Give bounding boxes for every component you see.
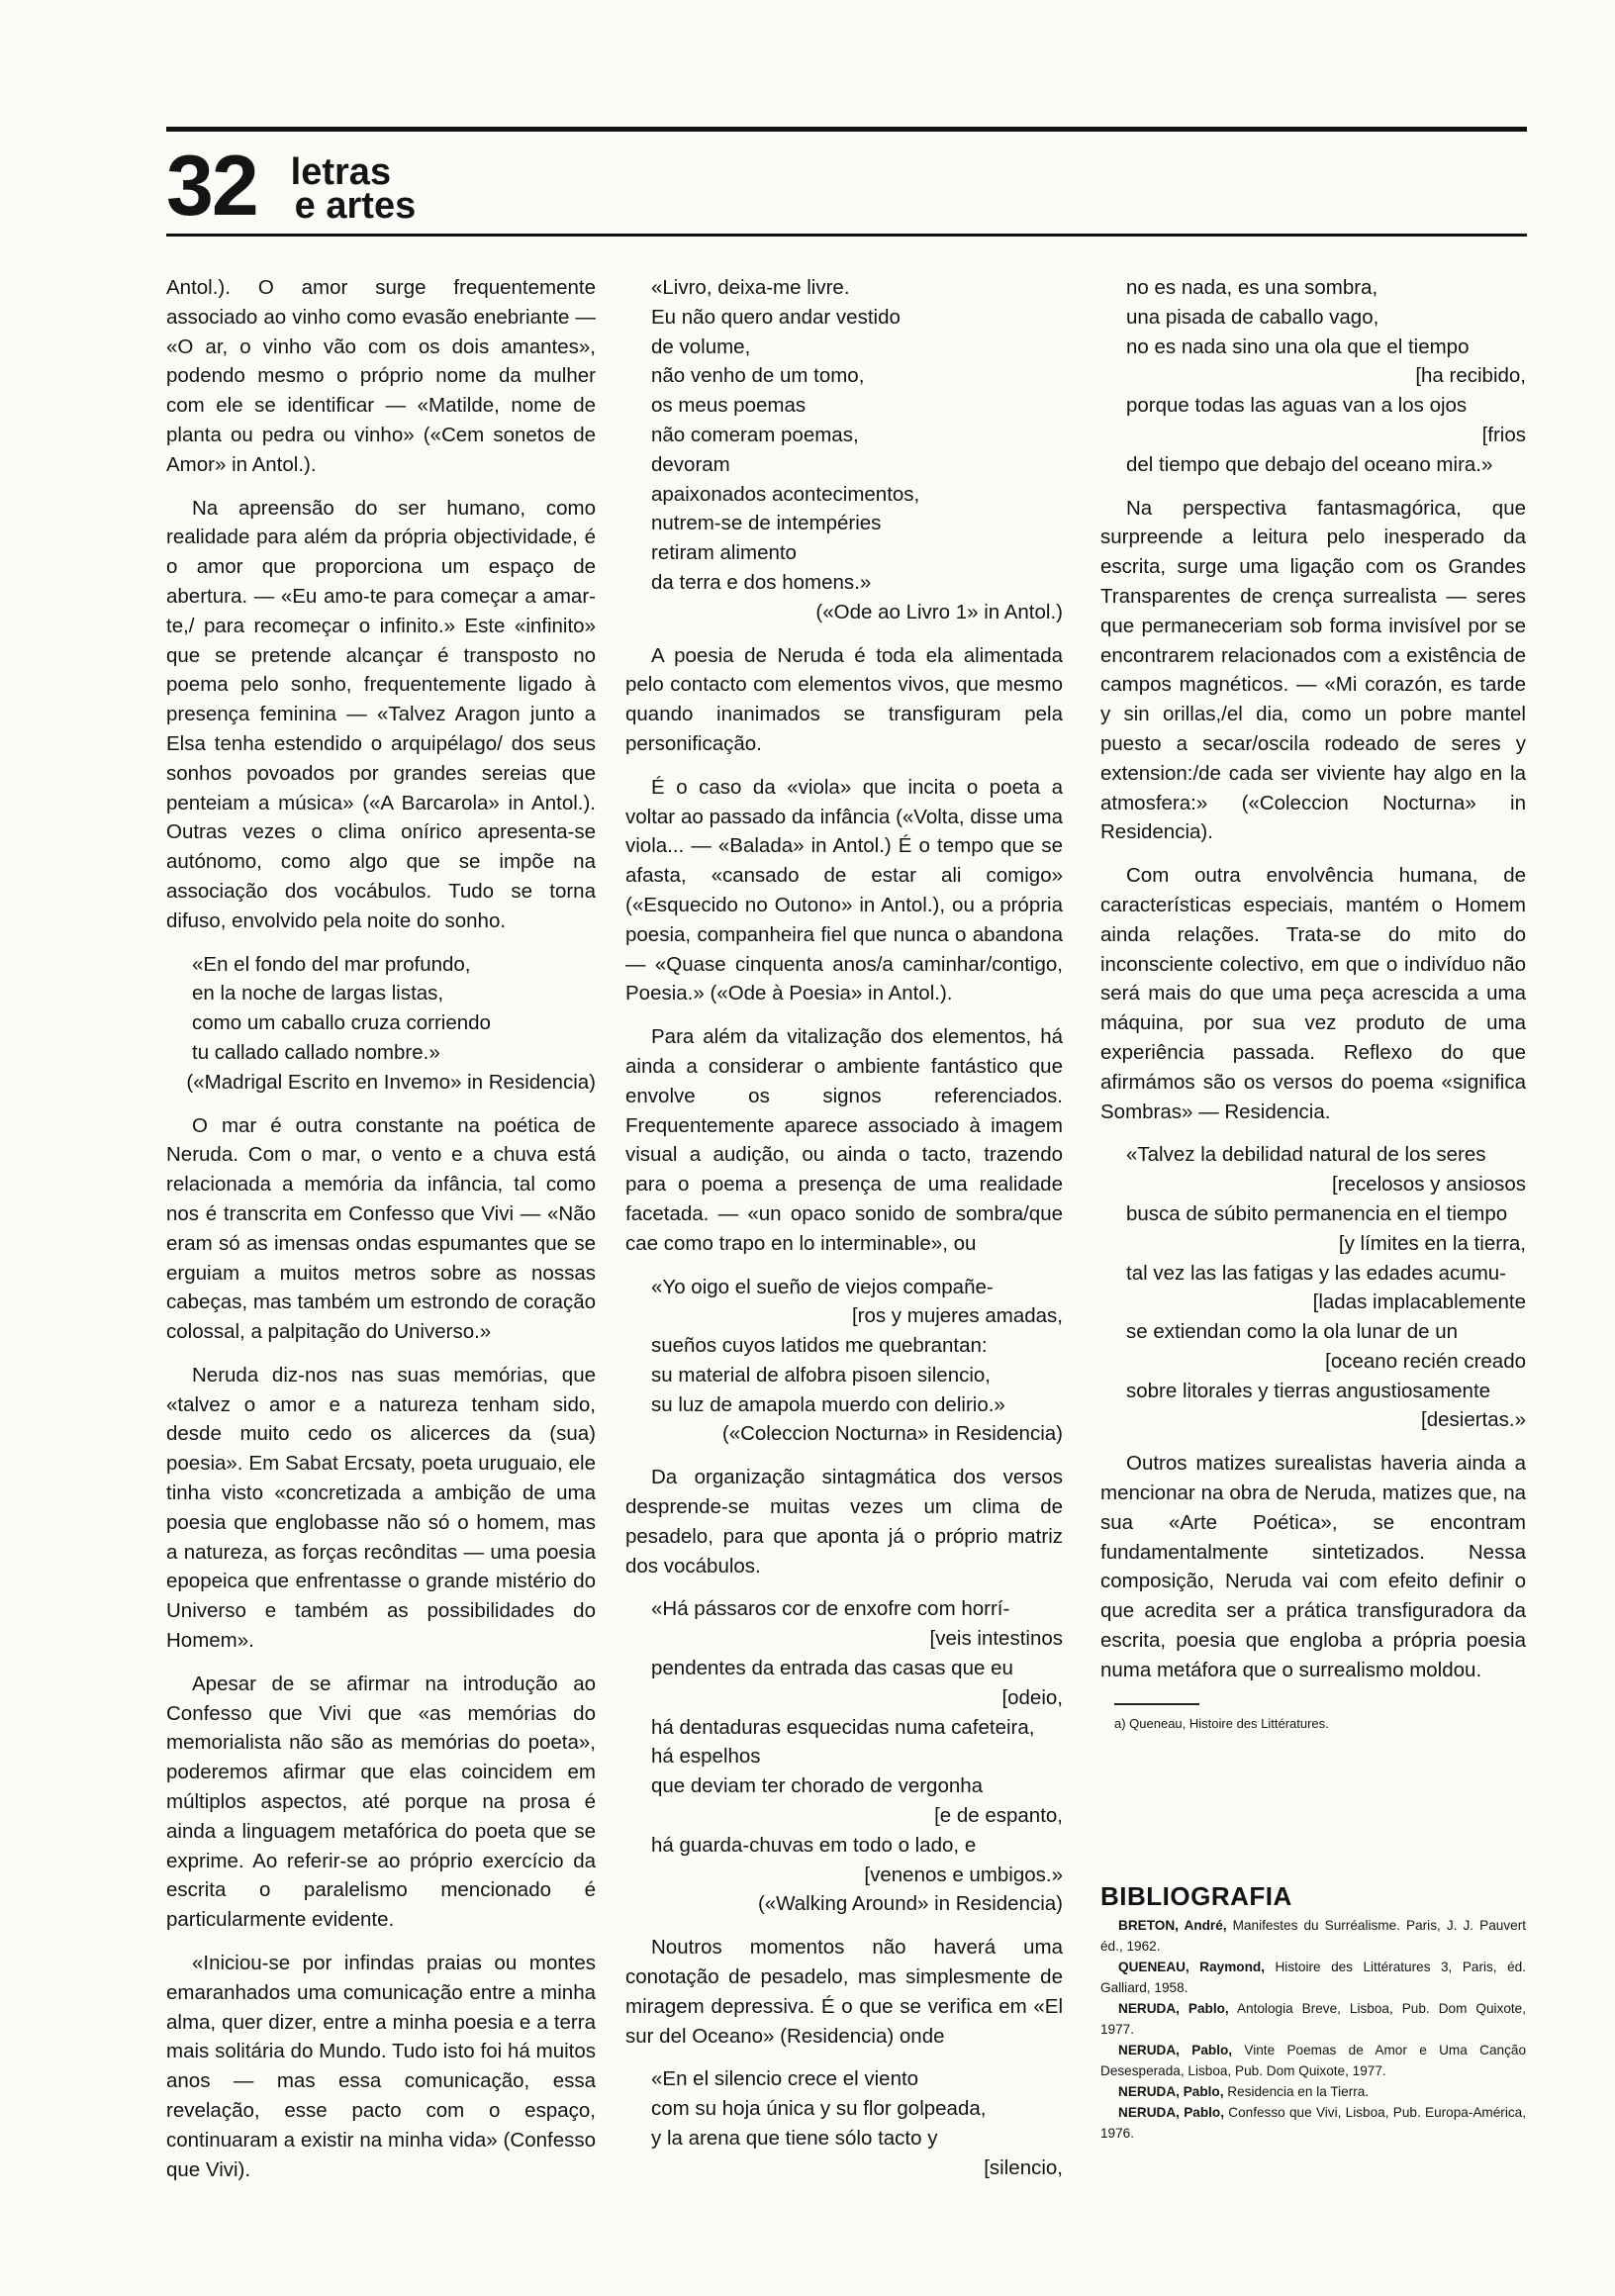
poem-line: [ha recibido, <box>1415 364 1526 388</box>
poem-line: porque todas las aguas van a los ojos <box>1126 394 1468 418</box>
bibliography-text: Antologia Breve, Lisboa, Pub. Dom Quixote, 1977. <box>1100 2000 1527 2037</box>
poem-line: en la noche de largas listas, <box>192 982 444 1005</box>
poem-line: [recelosos y ansiosos <box>1332 1173 1526 1196</box>
poem-line: [e de espanto, <box>934 1804 1063 1828</box>
poem-quote <box>1100 273 1526 480</box>
poem-line: una pisada de caballo vago, <box>1126 305 1379 329</box>
poem-line: «En el fondo del mar profundo, <box>192 952 471 976</box>
poem-reference: («Ode ao Livro 1» in Antol.) <box>815 600 1063 623</box>
poem-line: nutrem-se de intempéries <box>651 512 882 535</box>
paragraph: «Iniciou-se por infindas praias ou montes emaranhados uma comunicação entre a minha alma, quer dizer, entre a minha poesia e a terra mais solitária do Mundo. Tudo isto foi há muitos anos — mas essa comunicação, essa revelação, esse pacto com o espaço, continuaram a existir na minha vida» (Confesso que Vivi). <box>166 1952 596 2181</box>
bibliography-author: QUENEAU, Raymond, <box>1118 1959 1265 1974</box>
bibliography-title: BIBLIOGRAFIA <box>1100 1880 1292 1911</box>
paragraph: O mar é outra constante na poética de Neruda. Com o mar, o vento e a chuva está relacionada a memória da infância, tal como nos é transcrita em Confesso que Vivi — «Não eram só as imensas ondas espumantes que se erguiam a muitos metros sobre as nossas cabeças, mas também um estrondo de coração colossal, a palpitação do Universo.» <box>166 1113 596 1344</box>
bibliography-author: NERUDA, Pablo, <box>1118 2000 1229 2016</box>
poem-line: [frios <box>1481 423 1526 446</box>
poem-line: no es nada, es una sombra, <box>1126 276 1378 299</box>
bibliography-author: NERUDA, Pablo, <box>1118 2104 1224 2120</box>
paragraph: Noutros momentos não haverá uma conotação de pesadelo, mas simplesmente de miragem depressiva. É o que se verifica em «El sur del Oceano» (Residencia) onde <box>625 1936 1063 2048</box>
poem-quote <box>1100 1140 1526 1435</box>
paragraph: É o caso da «viola» que incita o poeta a voltar ao passado da infância («Volta, disse uma viola... — «Balada» in Antol.) É o tempo que se afasta, «cansado de estar ali comigo» («Esquecido no Outono» in Antol.), ou a própria poesia, companheira fiel que nunca o abandona — «Quase cinquenta anos/a caminhar/contigo, Poesia.» («Ode à Poesia» in Antol.). <box>625 775 1063 1005</box>
poem-line: «Há pássaros cor de enxofre com horrí- <box>651 1597 1010 1621</box>
bibliography <box>1100 1881 1526 2144</box>
poem-quote <box>625 1594 1063 1919</box>
paragraph: Outros matizes surealistas haveria ainda a mencionar na obra de Neruda, matizes que, na sua «Arte Poética», se encontram fundamentalmente sintetizados. Nessa composição, Neruda vai com efeito definir o que acredita ser a prática transfiguradora da escrita, poesia que engloba a própria poesia numa metáfora que o surrealismo moldou. <box>1100 1452 1526 1681</box>
poem-quote <box>625 273 1063 627</box>
poem-line: se extiendan como la ola lunar de un <box>1126 1320 1459 1344</box>
poem-line: há espelhos <box>651 1745 761 1769</box>
bibliography-entry <box>1100 1998 1526 2040</box>
poem-reference: («Walking Around» in Residencia) <box>757 1892 1063 1916</box>
poem-line: que deviam ter chorado de vergonha <box>651 1774 984 1798</box>
poem-line: «En el silencio crece el viento <box>651 2067 919 2091</box>
poem-quote <box>625 2064 1063 2182</box>
paragraph: Neruda diz-nos nas suas memórias, que «talvez o amor e a natureza tenham sido, desde muito cedo os alicerces da (sua) poesia». Em Sabat Ercsaty, poeta uruguaio, ele tinha visto «concretizada a ambição de uma poesia que englobasse não só o homem, mas a natureza, as forças recônditas — uma poesia epopeica que enfrentasse o grande mistério do Universo e também as possibilidades do Homem». <box>166 1363 596 1653</box>
poem-line: apaixonados acontecimentos, <box>651 482 920 506</box>
poem-line: devoram <box>651 452 730 476</box>
column-3 <box>1100 273 1526 2144</box>
poem-line: não comeram poemas, <box>651 423 859 446</box>
poem-line: «Livro, deixa-me livre. <box>651 276 850 299</box>
page-number: 32 <box>166 139 257 234</box>
poem-line: [odeio, <box>1001 1685 1063 1709</box>
poem-line: há dentaduras esquecidas numa cafeteira, <box>651 1715 1035 1739</box>
footnote-divider <box>1114 1703 1199 1705</box>
poem-line: [oceano recién creado <box>1325 1349 1526 1373</box>
section-title-line1: letras <box>290 151 392 193</box>
poem-line: sueños cuyos latidos me quebrantan: <box>651 1334 988 1358</box>
poem-line: [desiertas.» <box>1421 1408 1526 1432</box>
poem-line: pendentes da entrada das casas que eu <box>651 1657 1013 1680</box>
poem-line: os meus poemas <box>651 394 807 418</box>
poem-line: tal vez las las fatigas y las edades acumu- <box>1126 1261 1506 1285</box>
bibliography-entry <box>1100 2102 1526 2144</box>
poem-line: [silencio, <box>984 2155 1063 2179</box>
bibliography-text: Residencia en la Tierra. <box>1227 2083 1370 2099</box>
column-2 <box>625 273 1063 2197</box>
poem-line: não venho de um tomo, <box>651 364 865 388</box>
bibliography-text: Confesso que Vivi, Lisboa, Pub. Europa-América, 1976. <box>1100 2104 1526 2141</box>
poem-quote <box>625 1273 1063 1450</box>
poem-quote <box>166 950 596 1098</box>
header-top-rule <box>166 127 1527 132</box>
poem-reference: («Coleccion Nocturna» in Residencia) <box>721 1422 1063 1446</box>
poem-line: su luz de amapola muerdo con delirio.» <box>651 1392 1005 1416</box>
poem-line: sobre litorales y tierras angustiosamente <box>1126 1379 1491 1402</box>
bibliography-author: BRETON, André, <box>1118 1917 1227 1933</box>
paragraph: Com outra envolvência humana, de características especiais, mantém o Homem ainda relações. Trata-se do mito do inconsciente colectivo, em que o indivíduo não será mais do que uma peça acrescida a uma máquina, por sua vez produto de uma experiência passada. Reflexo do que afirmámos são os versos do poema «significa Sombras» — Residencia. <box>1100 864 1526 1123</box>
bibliography-text: Vinte Poemas de Amor e Uma Canção Desesperada, Lisboa, Pub. Dom Quixote, 1977. <box>1100 2042 1527 2078</box>
poem-line: retiram alimento <box>651 541 797 565</box>
paragraph: Da organização sintagmática dos versos desprende-se muitas vezes um clima de pesadelo, para que aponta já o próprio matriz dos vocábulos. <box>625 1466 1063 1578</box>
paragraph: Na perspectiva fantasmagórica, que surpreende a leitura pelo inesperado da escrita, surge uma ligação com os Grandes Transparentes de crença surrealista — seres que permaneceriam sob forma invisível por se encontrarem relacionados com a existência de campos magnéticos. — «Mi corazón, es tarde y sin orillas,/el dia, como un pobre mantel puesto a secar/oscila rodeado de seres y extension:/de cada ser viviente hay algo en la atmosfera:» («Coleccion Nocturna» in Residencia). <box>1100 496 1526 844</box>
poem-line: «Talvez la debilidad natural de los seres <box>1126 1143 1486 1167</box>
paragraph: Na apreensão do ser humano, como realidade para além da própria objectividade, é o amor que proporciona um espaço de abertura. — «Eu amo-te para começar a amar-te,/ para recomeçar o infinito.» Este «infinito» que se pretende alcançar é transposto no poema pelo sonho, frequentemente ligado à presença feminina — «Talvez Aragon junto a Elsa tenha estendido o arquipélago/ dos seus sonhos povoados por grandes sereias que penteiam a música» («A Barcarola» in Antol.). Outras vezes o clima onírico apresenta-se autónomo, como algo que se impõe na associação dos vocábulos. Tudo se torna difuso, envolvido pela noite do sonho. <box>166 496 596 932</box>
bibliography-entry <box>1100 2081 1526 2102</box>
poem-line: [ladas implacablemente <box>1312 1291 1526 1314</box>
bibliography-author: NERUDA, Pablo, <box>1118 2083 1224 2099</box>
bibliography-entry <box>1100 1957 1526 1998</box>
section-title <box>290 151 417 227</box>
poem-line: [y límites en la tierra, <box>1338 1231 1526 1255</box>
poem-line: del tiempo que debajo del oceano mira.» <box>1126 452 1493 476</box>
paragraph: Para além da vitalização dos elementos, há ainda a considerar o ambiente fantástico que envolve os signos referenciados. Frequentemente aparece associado à imagem visual a audição, ou ainda o tacto, trazendo para o poema a presença de uma realidade facetada. — «un opaco sonido de sombra/que cae como trapo en lo interminable», ou <box>625 1025 1063 1255</box>
masthead <box>166 139 416 234</box>
poem-line: como um caballo cruza corriendo <box>192 1011 491 1035</box>
footnote: a) Queneau, Histoire des Littératures. <box>1114 1715 1329 1731</box>
poem-line: há guarda-chuvas em todo o lado, e <box>651 1833 977 1857</box>
poem-line: de volume, <box>651 335 751 358</box>
poem-line: «Yo oigo el sueño de viejos compañe- <box>651 1275 994 1298</box>
poem-line: no es nada sino una ola que el tiempo <box>1126 335 1470 358</box>
bibliography-text: Manifestes du Surréalisme. Paris, J. J. Pauvert éd., 1962. <box>1100 1917 1527 1954</box>
poem-line: [ros y mujeres amadas, <box>851 1304 1063 1328</box>
poem-line: busca de súbito permanencia en el tiempo <box>1126 1201 1508 1225</box>
poem-line: su material de alfobra pisoen silencio, <box>651 1363 991 1387</box>
paragraph: Antol.). O amor surge frequentemente associado ao vinho como evasão enebriante — «O ar, o vinho vão com os dois amantes», podendo mesmo o próprio nome da mulher com ele se identificar — «Matilde, nome de planta ou pedra ou vinho» («Cem sonetos de Amor» in Antol.). <box>166 276 596 476</box>
poem-line: Eu não quero andar vestido <box>651 305 901 329</box>
bibliography-entry <box>1100 2040 1526 2081</box>
bibliography-author: NERUDA, Pablo, <box>1118 2042 1233 2057</box>
poem-reference: («Madrigal Escrito en Invemo» in Residencia) <box>186 1070 596 1094</box>
poem-line: [venenos e umbigos.» <box>864 1863 1063 1886</box>
paragraph: A poesia de Neruda é toda ela alimentada pelo contacto com elementos vivos, que mesmo quando inanimados se transfiguram pela personificação. <box>625 643 1063 755</box>
section-title-line2: e artes <box>294 185 417 227</box>
poem-line: [veis intestinos <box>929 1627 1063 1651</box>
poem-line: y la arena que tiene sólo tacto y <box>651 2127 938 2151</box>
poem-line: com su hoja única y su flor golpeada, <box>651 2097 987 2121</box>
bibliography-entry <box>1100 1915 1526 1957</box>
column-1 <box>166 273 596 2198</box>
bibliography-text: Histoire des Littératures 3, Paris, éd. Galliard, 1958. <box>1100 1959 1526 1995</box>
poem-line: tu callado callado nombre.» <box>192 1040 440 1064</box>
header-bottom-rule <box>166 234 1527 237</box>
paragraph: Apesar de se afirmar na introdução ao Confesso que Vivi que «as memórias do memorialista não são as memórias do poeta», poderemos afirmar que elas coincidem em múltiplos aspectos, até porque na prosa é ainda a linguagem metafórica do poeta que se exprime. Ao referir-se ao próprio exercício da escrita o paralelismo mencionado é particularmente evidente. <box>166 1672 596 1932</box>
poem-line: da terra e dos homens.» <box>651 570 872 594</box>
